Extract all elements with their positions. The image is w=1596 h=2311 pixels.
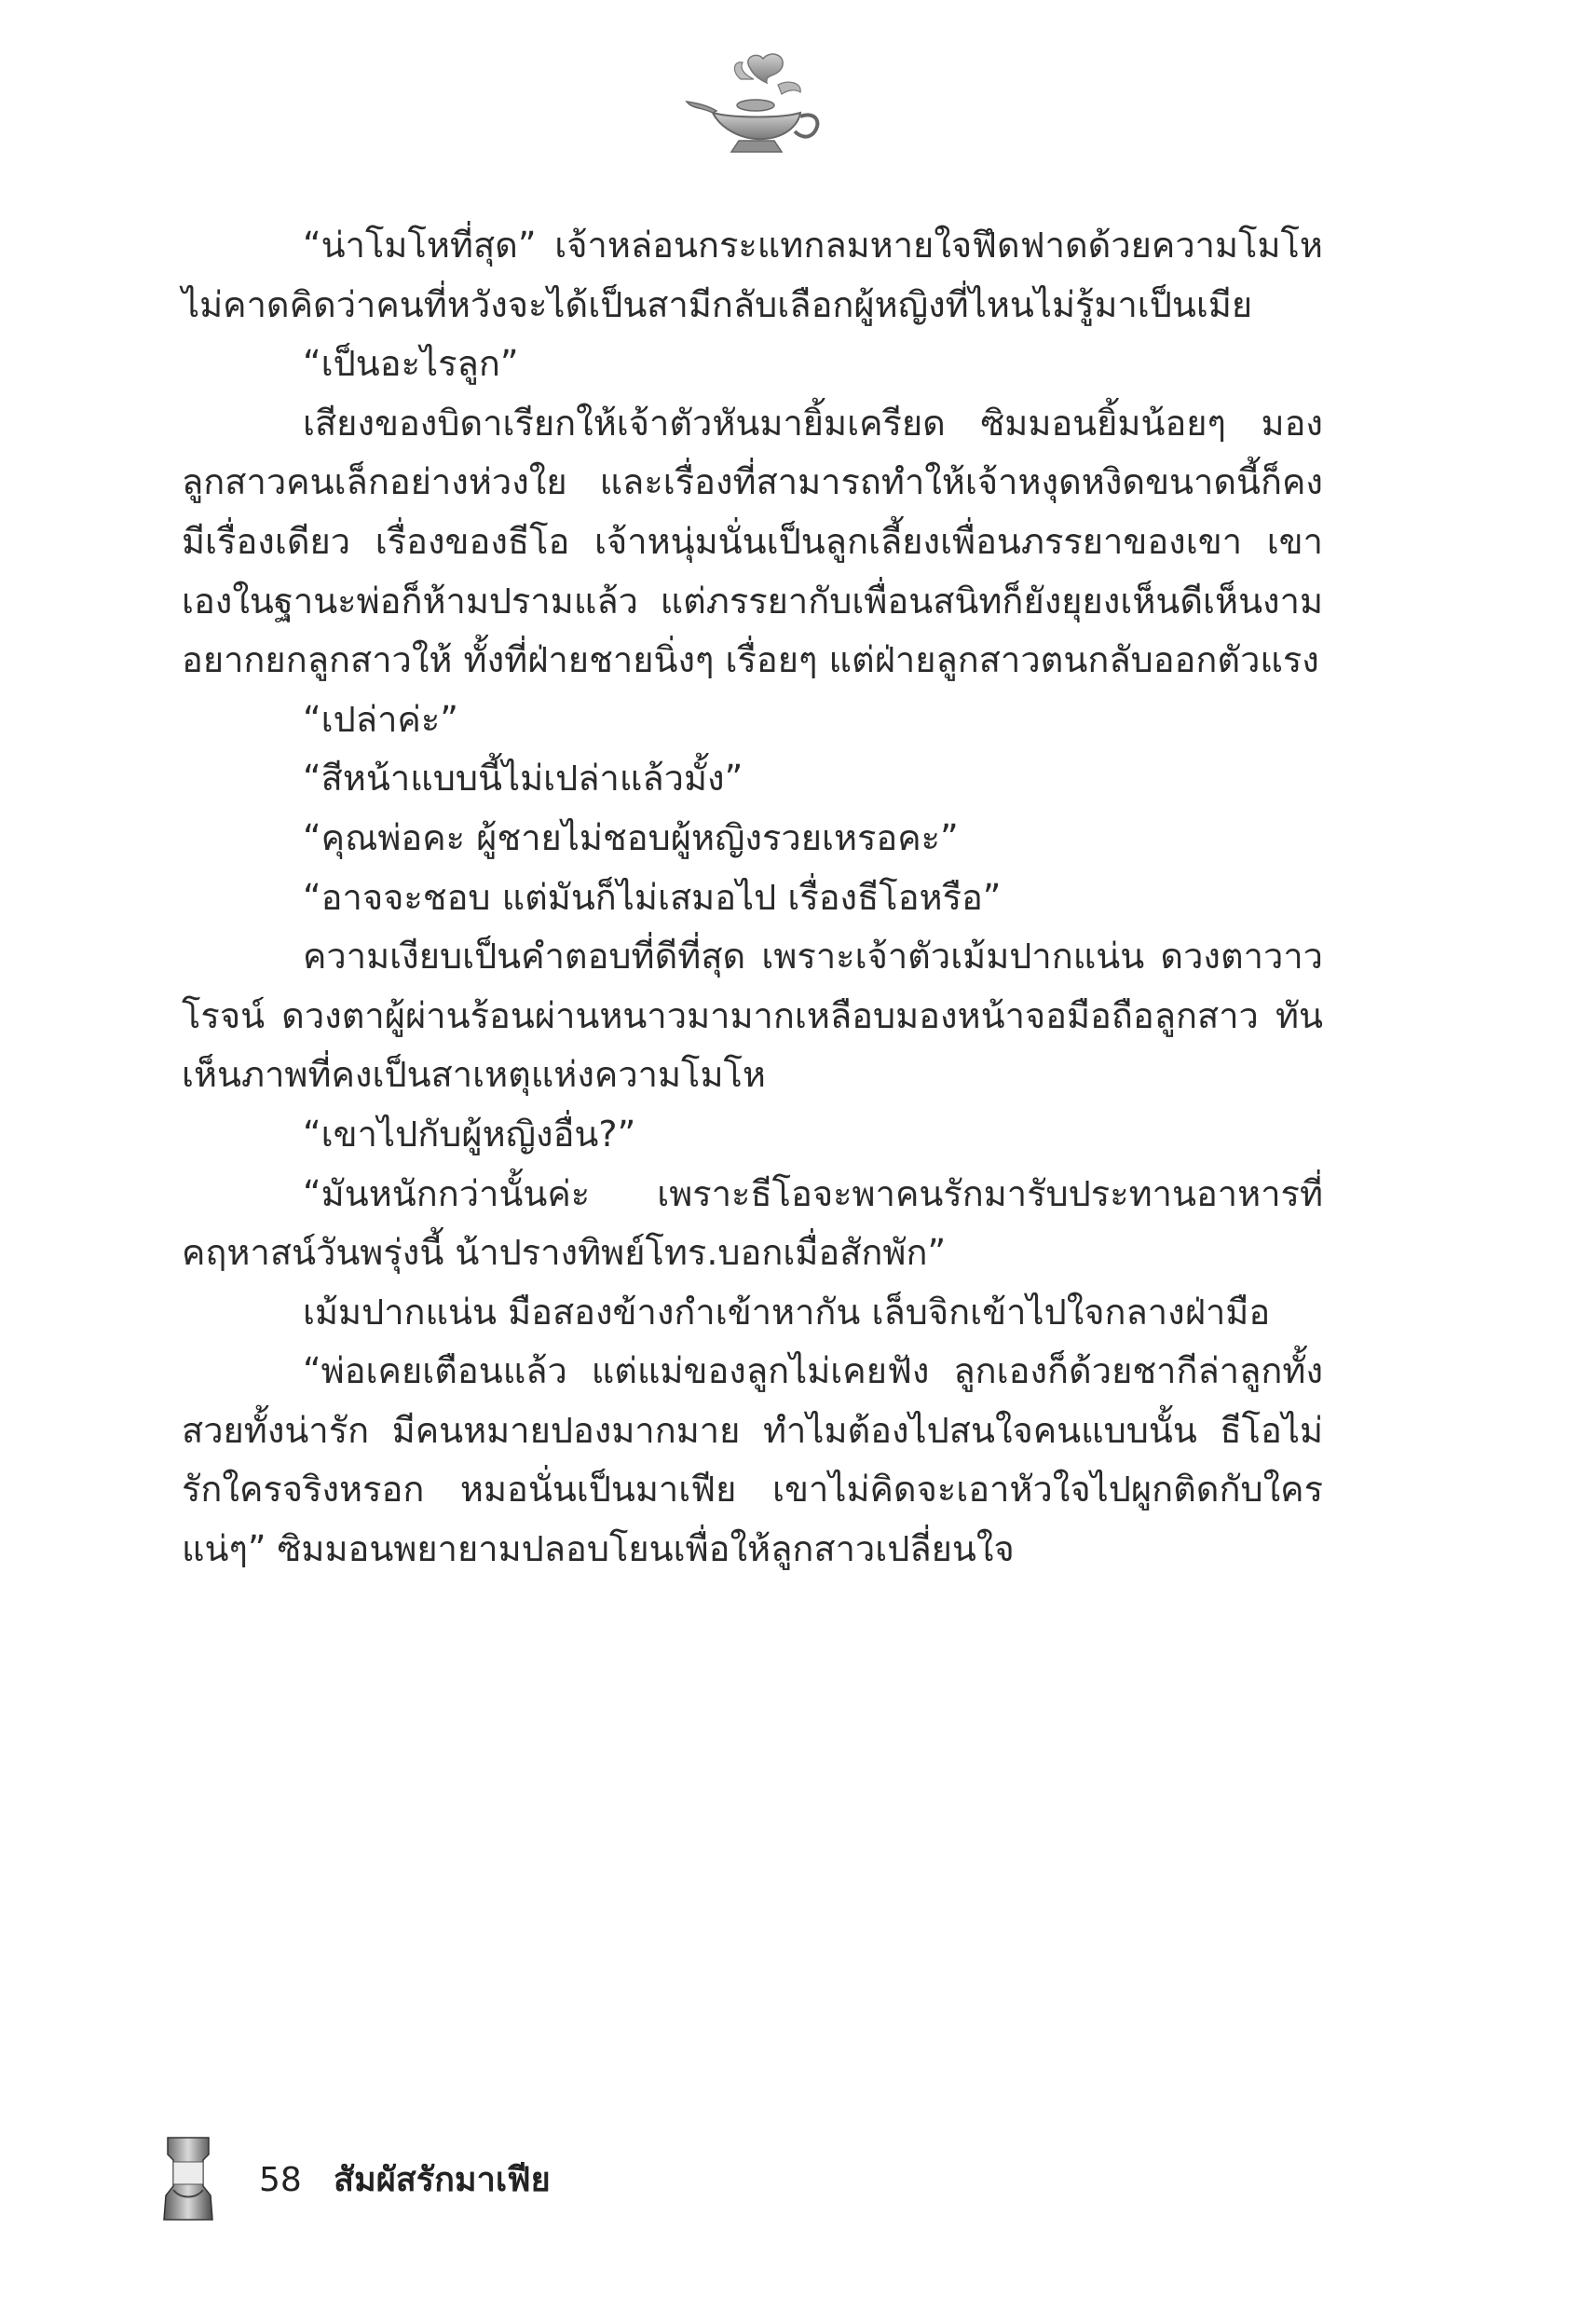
paragraph: เสียงของบิดาเรียกให้เจ้าตัวหันมายิ้มเครียด ซิมมอนยิ้มน้อยๆ มองลูกสาวคนเล็กอย่างห่วงใย และเรื่องที่สามารถทำให้เจ้าหงุดหงิดขนาดนี้ก็คงมีเรื่องเดียว เรื่องของธีโอ เจ้าหนุ่มนั่นเป็นลูกเลี้ยงเพื่อนภรรยาของเขา เขาเองในฐานะพ่อก็ห้ามปรามแล้ว แต่ภรรยากับเพื่อนสนิทก็ยังยุยงเห็นดีเห็นงามอยากยกลูกสาวให้ ทั้งที่ฝ่ายชายนิ่งๆ เรื่อยๆ แต่ฝ่ายลูกสาวตนกลับออกตัวแรง <box>182 402 1323 681</box>
paragraph: “น่าโมโหที่สุด” เจ้าหล่อนกระแทกลมหายใจฟึดฟาดด้วยความโมโห ไม่คาดคิดว่าคนที่หวังจะได้เป็นสามีกลับเลือกผู้หญิงที่ไหนไม่รู้มาเป็นเมีย <box>182 225 1323 325</box>
genie-lamp-icon <box>685 51 825 158</box>
book-title: สัมผัสรักมาเฟีย <box>334 2161 551 2199</box>
paragraph: “เขาไปกับผู้หญิงอื่น?” <box>303 1113 636 1155</box>
paragraph: “เปล่าค่ะ” <box>303 698 458 740</box>
paragraph: เม้มปากแน่น มือสองข้างกำเข้าหากัน เล็บจิกเข้าไปใจกลางฝ่ามือ <box>303 1291 1271 1333</box>
page-number: 58 <box>259 2161 302 2199</box>
paragraph: “คุณพ่อคะ ผู้ชายไม่ชอบผู้หญิงรวยเหรอคะ” <box>303 816 959 858</box>
chess-rook-icon <box>160 2134 216 2222</box>
paragraph: “อาจจะชอบ แต่มันก็ไม่เสมอไป เรื่องธีโอหรือ” <box>303 876 1002 918</box>
paragraph: “สีหน้าแบบนี้ไม่เปล่าแล้วมั้ง” <box>303 758 743 800</box>
paragraph: “เป็นอะไรลูก” <box>303 343 519 385</box>
paragraph: ความเงียบเป็นคำตอบที่ดีที่สุด เพราะเจ้าตัวเม้มปากแน่น ดวงตาวาวโรจน์ ดวงตาผู้ผ่านร้อนผ่านหนาวมามากเหลือบมองหน้าจอมือถือลูกสาว ทันเห็นภาพที่คงเป็นสาเหตุแห่งความโมโห <box>182 936 1323 1096</box>
body-text <box>182 216 1323 1579</box>
paragraph: “พ่อเคยเตือนแล้ว แต่แม่ของลูกไม่เคยฟัง ลูกเองก็ด้วยชากีล่าลูกทั้งสวยทั้งน่ารัก มีคนหมายปองมากมาย ทำไมต้องไปสนใจคนแบบนั้น ธีโอไม่รักใครจริงหรอก หมอนั่นเป็นมาเฟีย เขาไม่คิดจะเอาหัวใจไปผูกติดกับใครแน่ๆ” ซิมมอนพยายามปลอบโยนเพื่อให้ลูกสาวเปลี่ยนใจ <box>182 1350 1323 1570</box>
paragraph: “มันหนักกว่านั้นค่ะ เพราะธีโอจะพาคนรักมารับประทานอาหารที่คฤหาสน์วันพรุ่งนี้ น้าปรางทิพย์โทร.บอกเมื่อสักพัก” <box>182 1172 1323 1274</box>
